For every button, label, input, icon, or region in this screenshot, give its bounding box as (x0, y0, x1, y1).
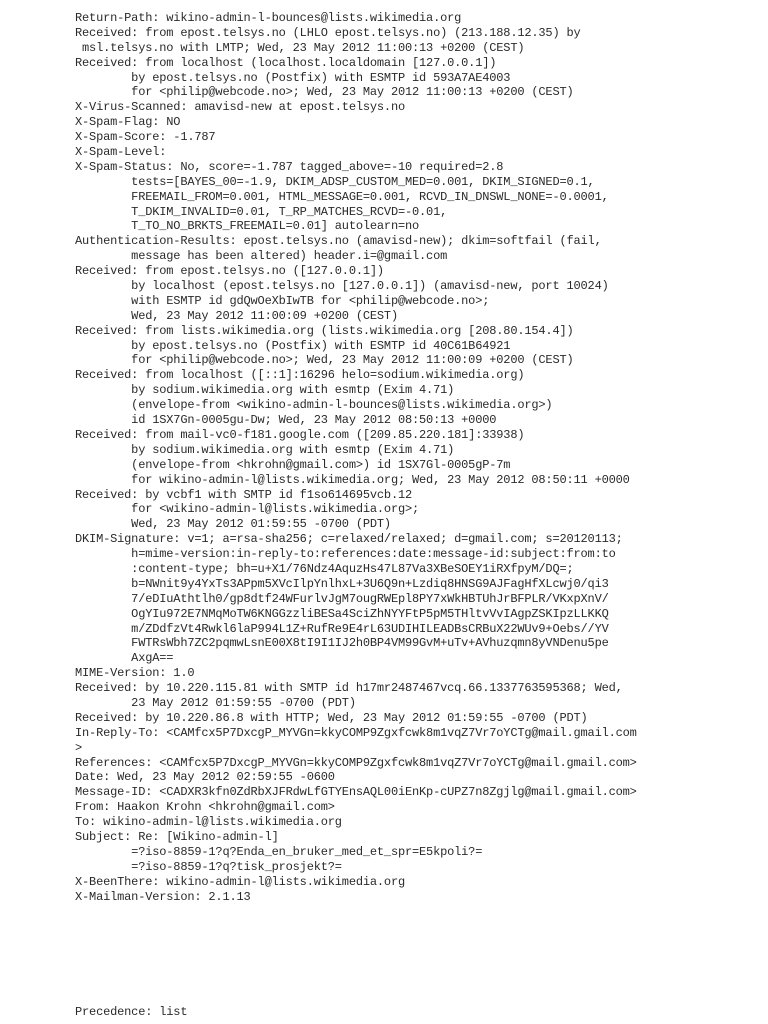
precedence-header-line: Precedence: list (75, 1005, 188, 1019)
header-line: X-Virus-Scanned: amavisd-new at epost.telsys.no (75, 100, 405, 115)
header-line: Date: Wed, 23 May 2012 02:59:55 -0600 (75, 770, 335, 785)
header-line: Received: from mail-vc0-f181.google.com ([209.85.220.181]:33938) (75, 427, 525, 442)
header-line: =?iso-8859-1?q?Enda_en_bruker_med_et_spr=E5kpoli?= (75, 844, 483, 859)
header-line: Received: by 10.220.86.8 with HTTP; Wed, 23 May 2012 01:59:55 -0700 (PDT) (75, 710, 588, 725)
header-line: X-Spam-Flag: NO (75, 115, 181, 130)
header-line: > (75, 740, 83, 755)
header-line: h=mime-version:in-reply-to:references:date:message-id:subject:from:to (75, 547, 616, 562)
header-line: by localhost (epost.telsys.no [127.0.0.1]) (amavisd-new, port 10024) (75, 279, 609, 294)
header-line: for <philip@webcode.no>; Wed, 23 May 2012 11:00:13 +0200 (CEST) (75, 85, 574, 100)
header-line: =?iso-8859-1?q?tisk_prosjekt?= (75, 859, 342, 874)
header-line: X-BeenThere: wikino-admin-l@lists.wikimedia.org (75, 874, 405, 889)
header-line: X-Mailman-Version: 2.1.13 (75, 889, 251, 904)
header-line: Received: from epost.telsys.no (LHLO epost.telsys.no) (213.188.12.35) by (75, 25, 581, 40)
header-line: Subject: Re: [Wikino-admin-l] (75, 829, 279, 844)
header-line: MIME-Version: 1.0 (75, 666, 195, 681)
header-line: for <wikino-admin-l@lists.wikimedia.org>; (75, 502, 420, 517)
header-line: by sodium.wikimedia.org with esmtp (Exim 4.71) (75, 383, 455, 398)
header-line: DKIM-Signature: v=1; a=rsa-sha256; c=relaxed/relaxed; d=gmail.com; s=20120113; (75, 532, 623, 547)
header-line: FWTRsWbh7ZC2pqmwLsnE00X8tI9I1IJ2h0BP4VM99GvM+uTv+AVhuzqmn8yVNDenu5pe (75, 636, 609, 651)
header-line: Wed, 23 May 2012 01:59:55 -0700 (PDT) (75, 517, 391, 532)
header-line: msl.telsys.no with LMTP; Wed, 23 May 2012 11:00:13 +0200 (CEST) (75, 40, 525, 55)
header-line: m/ZDdfzVt4Rwkl6laP994L1Z+RufRe9E4rL63UDIHILEADBsCRBuX22WUv9+Oebs//YV (75, 621, 609, 636)
header-line: T_TO_NO_BRKTS_FREEMAIL=0.01] autolearn=no (75, 219, 420, 234)
header-line: To: wikino-admin-l@lists.wikimedia.org (75, 815, 342, 830)
header-line: OgYIu972E7NMqMoTW6KNGGzzliBESa4SciZhNYYFtP5pM5THltvVvIAgpZSKIpzLLKKQ (75, 606, 609, 621)
header-line: for <philip@webcode.no>; Wed, 23 May 2012 11:00:09 +0200 (CEST) (75, 353, 574, 368)
header-line: tests=[BAYES_00=-1.9, DKIM_ADSP_CUSTOM_MED=0.001, DKIM_SIGNED=0.1, (75, 174, 595, 189)
header-line: Received: from localhost ([::1]:16296 helo=sodium.wikimedia.org) (75, 368, 525, 383)
header-line: :content-type; bh=u+X1/76Ndz4AquzHs47L87Va3XBeSOEY1iRXfpyM/DQ=; (75, 561, 574, 576)
header-line: Return-Path: wikino-admin-l-bounces@lists.wikimedia.org (75, 11, 462, 25)
header-line: T_DKIM_INVALID=0.01, T_RP_MATCHES_RCVD=-0.01, (75, 204, 448, 219)
header-line: Authentication-Results: epost.telsys.no (amavisd-new); dkim=softfail (fail, (75, 234, 602, 249)
header-line: Received: by vcbf1 with SMTP id f1so614695vcb.12 (75, 487, 413, 502)
header-line: Received: from localhost (localhost.localdomain [127.0.0.1]) (75, 55, 497, 70)
header-line: From: Haakon Krohn <hkrohn@gmail.com> (75, 800, 335, 815)
header-line: X-Spam-Level: (75, 145, 167, 160)
header-line: FREEMAIL_FROM=0.001, HTML_MESSAGE=0.001, RCVD_IN_DNSWL_NONE=-0.0001, (75, 189, 609, 204)
header-line: (envelope-from <hkrohn@gmail.com>) id 1SX7Gl-0005gP-7m (75, 457, 511, 472)
header-line: by epost.telsys.no (Postfix) with ESMTP id 593A7AE4003 (75, 70, 511, 85)
header-line: Received: by 10.220.115.81 with SMTP id h17mr2487467vcq.66.1337763595368; Wed, (75, 681, 623, 696)
header-line: AxgA== (75, 651, 174, 666)
header-line: Received: from lists.wikimedia.org (lists.wikimedia.org [208.80.154.4]) (75, 323, 574, 338)
header-line: 23 May 2012 01:59:55 -0700 (PDT) (75, 695, 356, 710)
header-line: b=NWnit9y4YxTs3APpm5XVcIlpYnlhxL+3U6Q9n+Lzdiq8HNSG9AJFagHfXLcwj0/qi3 (75, 576, 609, 591)
header-line: 7/eDIuAthtlh0/gp8dtf24WFurlvJgM7ougRWEpl8PY7xWkHBTUhJrBFPLR/VKxpXnV/ (75, 591, 609, 606)
header-line: Received: from epost.telsys.no ([127.0.0.1]) (75, 264, 384, 279)
header-line: X-Spam-Score: -1.787 (75, 130, 216, 145)
email-raw-headers (75, 11, 637, 904)
header-line: id 1SX7Gn-0005gu-Dw; Wed, 23 May 2012 08:50:13 +0000 (75, 413, 497, 428)
header-line: Wed, 23 May 2012 11:00:09 +0200 (CEST) (75, 308, 398, 323)
header-line: by epost.telsys.no (Postfix) with ESMTP id 40C61B64921 (75, 338, 511, 353)
header-line: by sodium.wikimedia.org with esmtp (Exim 4.71) (75, 442, 455, 457)
header-line: for wikino-admin-l@lists.wikimedia.org; Wed, 23 May 2012 08:50:11 +0000 (75, 472, 630, 487)
header-line: with ESMTP id gdQwOeXbIwTB for <philip@webcode.no>; (75, 293, 490, 308)
header-line: References: <CAMfcx5P7DxcgP_MYVGn=kkyCOMP9Zgxfcwk8m1vqZ7Vr7oYCTg@mail.gmail.com> (75, 755, 637, 770)
header-line: message has been altered) header.i=@gmail.com (75, 249, 448, 264)
header-line: (envelope-from <wikino-admin-l-bounces@lists.wikimedia.org>) (75, 398, 553, 413)
header-line: Message-ID: <CADXR3kfn0ZdRbXJFRdwLfGTYEnsAQL00iEnKp-cUPZ7n8Zgjlg@mail.gmail.com> (75, 785, 637, 800)
header-line: X-Spam-Status: No, score=-1.787 tagged_above=-10 required=2.8 (75, 159, 504, 174)
header-line: In-Reply-To: <CAMfcx5P7DxcgP_MYVGn=kkyCOMP9Zgxfcwk8m1vqZ7Vr7oYCTg@mail.gmail.com (75, 725, 637, 740)
